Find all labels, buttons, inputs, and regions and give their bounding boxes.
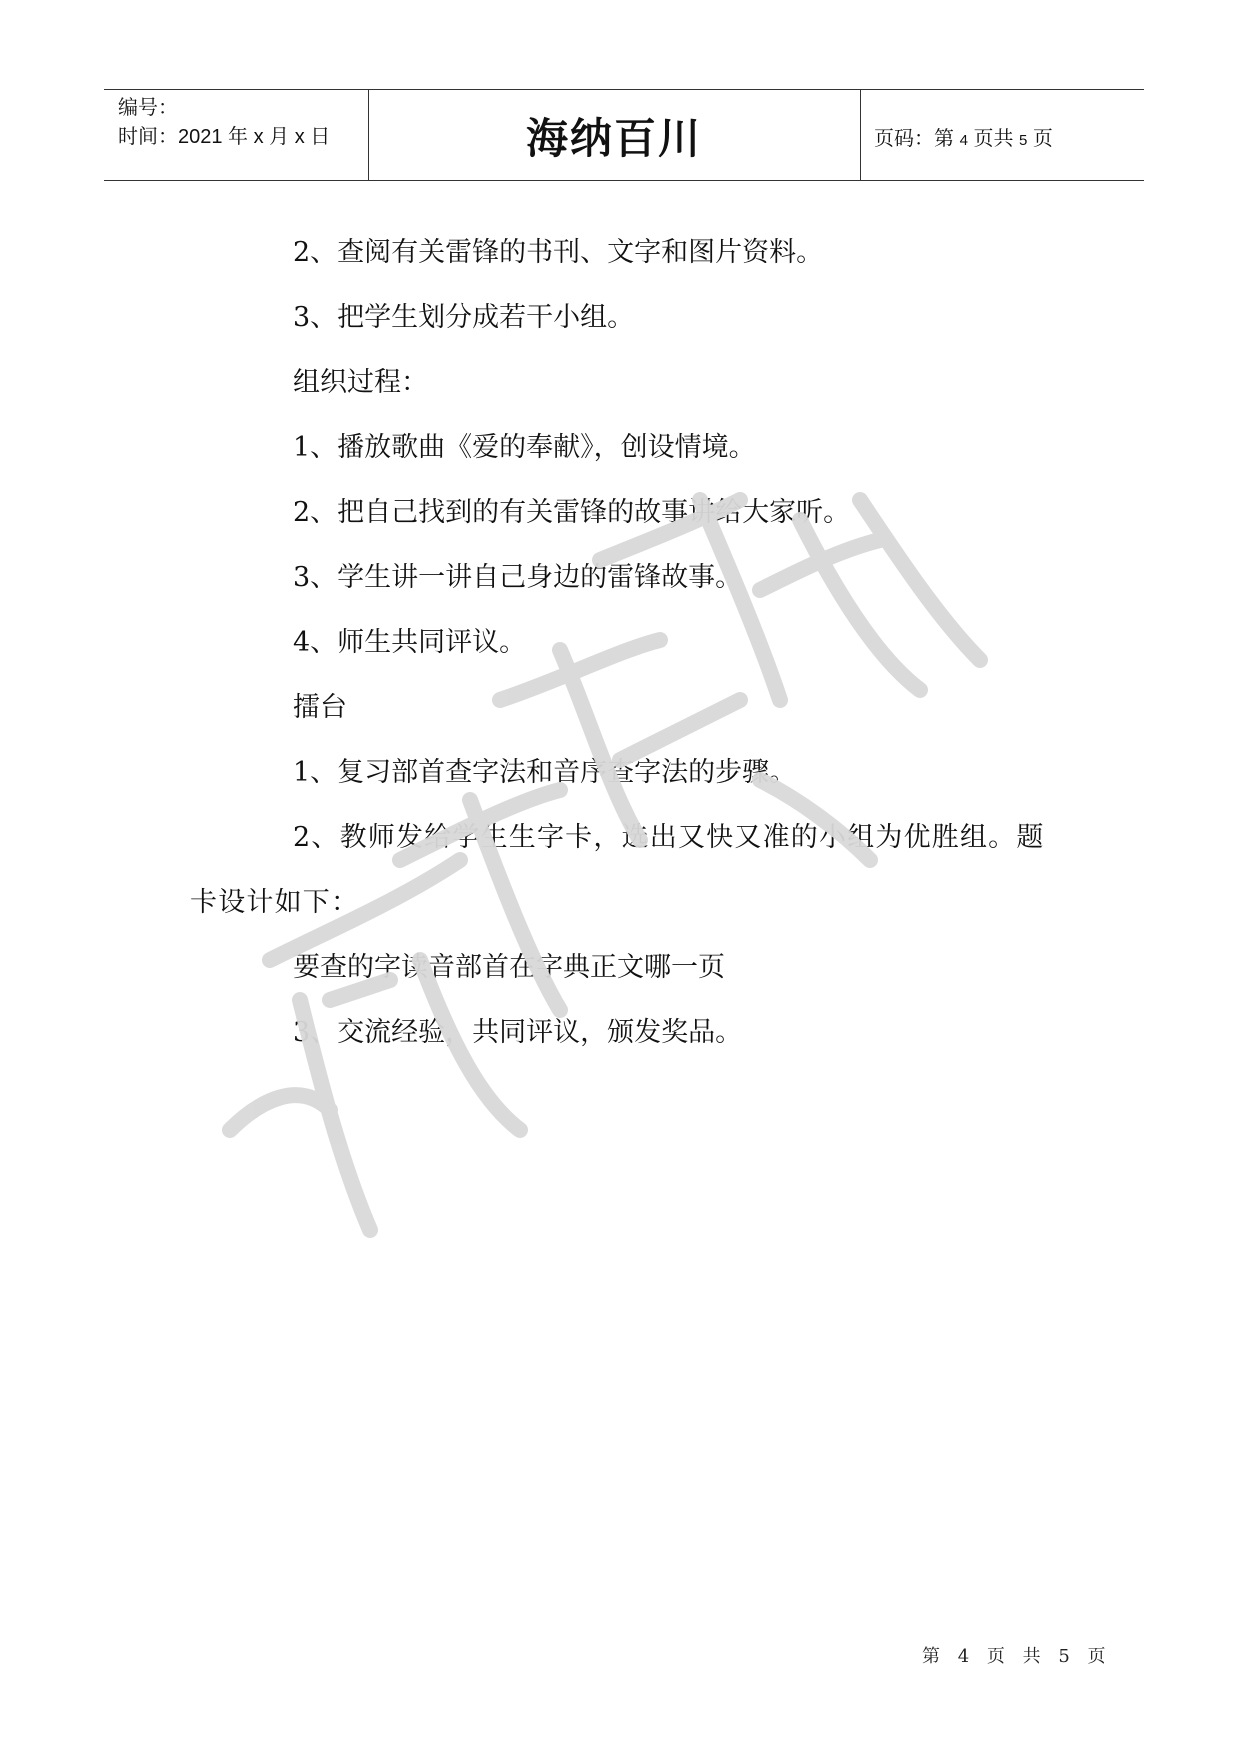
section-heading: 组织过程： <box>293 367 428 398</box>
paragraph: 2、把自己找到的有关雷锋的故事讲给大家听。 <box>293 497 851 528</box>
page-current: 4 <box>959 132 968 149</box>
document-time-label: 时间：2021 年 x 月 x 日 <box>118 126 331 148</box>
paragraph: 4、师生共同评议。 <box>293 627 527 658</box>
paragraph: 3、把学生划分成若干小组。 <box>293 302 635 333</box>
document-body <box>190 220 1070 1065</box>
header-title: 海纳百川 <box>525 114 702 163</box>
paragraph: 3、学生讲一讲自己身边的雷锋故事。 <box>293 562 743 593</box>
header-page-info <box>874 122 1053 151</box>
document-header <box>104 89 1144 181</box>
page-footer: 第 4 页 共 5 页 <box>922 1646 1112 1667</box>
section-heading: 擂台 <box>293 692 347 723</box>
page-mid: 页共 <box>967 128 1020 150</box>
paragraph: 1、复习部首查字法和音序查字法的步骤。 <box>293 757 797 788</box>
page-total: 5 <box>1019 132 1028 149</box>
paragraph: 2、教师发给学生生字卡，选出又快又准的小组为优胜组。题卡设计如下： <box>190 822 1045 918</box>
header-divider-right <box>860 90 861 180</box>
page-prefix: 页码：第 <box>874 128 960 150</box>
document-number-label: 编号： <box>118 97 178 119</box>
page-suffix: 页 <box>1027 128 1053 150</box>
header-meta <box>118 94 330 152</box>
paragraph: 3、交流经验，共同评议，颁发奖品。 <box>293 1017 743 1048</box>
paragraph: 要查的字读音部首在字典正文哪一页 <box>293 952 725 983</box>
paragraph: 2、查阅有关雷锋的书刊、文字和图片资料。 <box>293 237 824 268</box>
paragraph: 1、播放歌曲《爱的奉献》，创设情境。 <box>293 432 756 463</box>
